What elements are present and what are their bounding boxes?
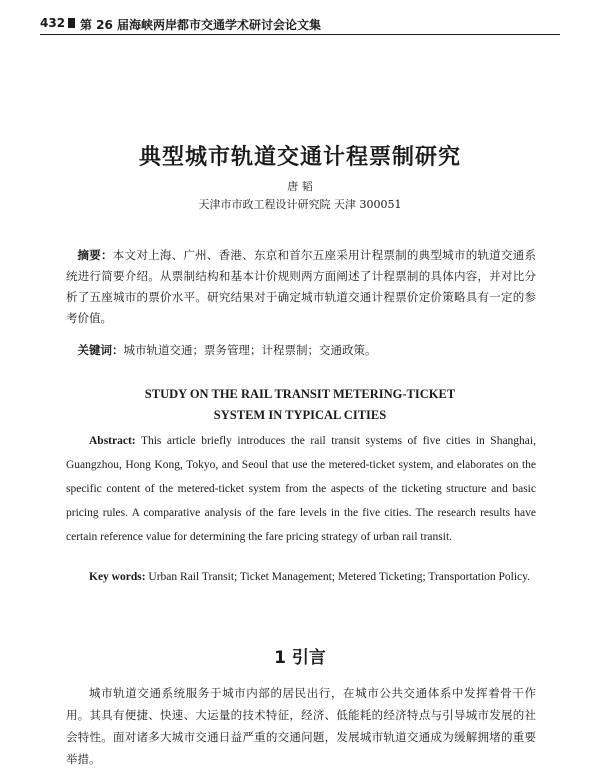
english-title-line-2: SYSTEM IN TYPICAL CITIES — [213, 408, 387, 422]
abstract-cn-text: 本文对上海、广州、香港、东京和首尔五座采用计程票制的典型城市的轨道交通系统进行简要介绍。从票制结构和基本计价规则两方面阐述了计程票制的具体内容，并对比分析了五座城市的票价水平。研究结果对于确定城市轨道交通计程票价定价策略具有一定的参考价值。 — [66, 248, 537, 325]
english-title-line-1: STUDY ON THE RAIL TRANSIT METERING-TICKET — [144, 387, 456, 401]
abstract-cn-label: 摘要： — [77, 248, 113, 262]
section-heading-introduction: 1 引言 — [274, 648, 326, 668]
keywords-cn-label: 关键词： — [77, 343, 124, 357]
abstract-cn — [66, 245, 536, 329]
header-rule — [40, 34, 560, 35]
keywords-en-text: Urban Rail Transit; Ticket Management; Metered Ticketing; Transportation Policy. — [148, 571, 531, 583]
english-title — [0, 384, 600, 426]
paper-title: 典型城市轨道交通计程票制研究 — [138, 145, 461, 170]
header-block-mark — [68, 18, 75, 28]
running-title: 第 26 届海峡两岸都市交通学术研讨会论文集 — [80, 18, 322, 32]
page-number: 432 — [40, 16, 66, 30]
keywords-en-label: Key words: — [89, 571, 146, 583]
section-body-introduction: 城市轨道交通系统服务于城市内部的居民出行，在城市公共交通体系中发挥着骨干作用。其具有便捷、快速、大运量的技术特征，经济、低能耗的经济特点与引导城市发展的社会特性。面对诸多大城市交通日益严重的交通问题，发展城市轨道交通成为缓解拥堵的重要举措。 — [66, 686, 536, 766]
abstract-en-text: This article briefly introduces the rail transit systems of five cities in Shanghai, Guangzhou, Hong Kong, Tokyo, and Seoul that use the metered-ticket system, and elaborates on the specific content of the metered-ticket system from the aspects of the ticketing structure and basic pricing rules. A comparative analysis of the fare levels in the five cities. The research results have certain reference value for determining the fare pricing strategy of urban rail transit. — [66, 435, 536, 543]
author: 唐 韬 — [287, 180, 313, 193]
keywords-cn — [66, 340, 536, 361]
abstract-en — [66, 429, 536, 549]
keywords-cn-text: 城市轨道交通；票务管理；计程票制；交通政策。 — [123, 343, 377, 357]
running-header — [40, 14, 560, 36]
keywords-en — [66, 566, 536, 589]
abstract-en-label: Abstract: — [89, 435, 136, 447]
affiliation: 天津市市政工程设计研究院 天津 300051 — [198, 198, 402, 211]
